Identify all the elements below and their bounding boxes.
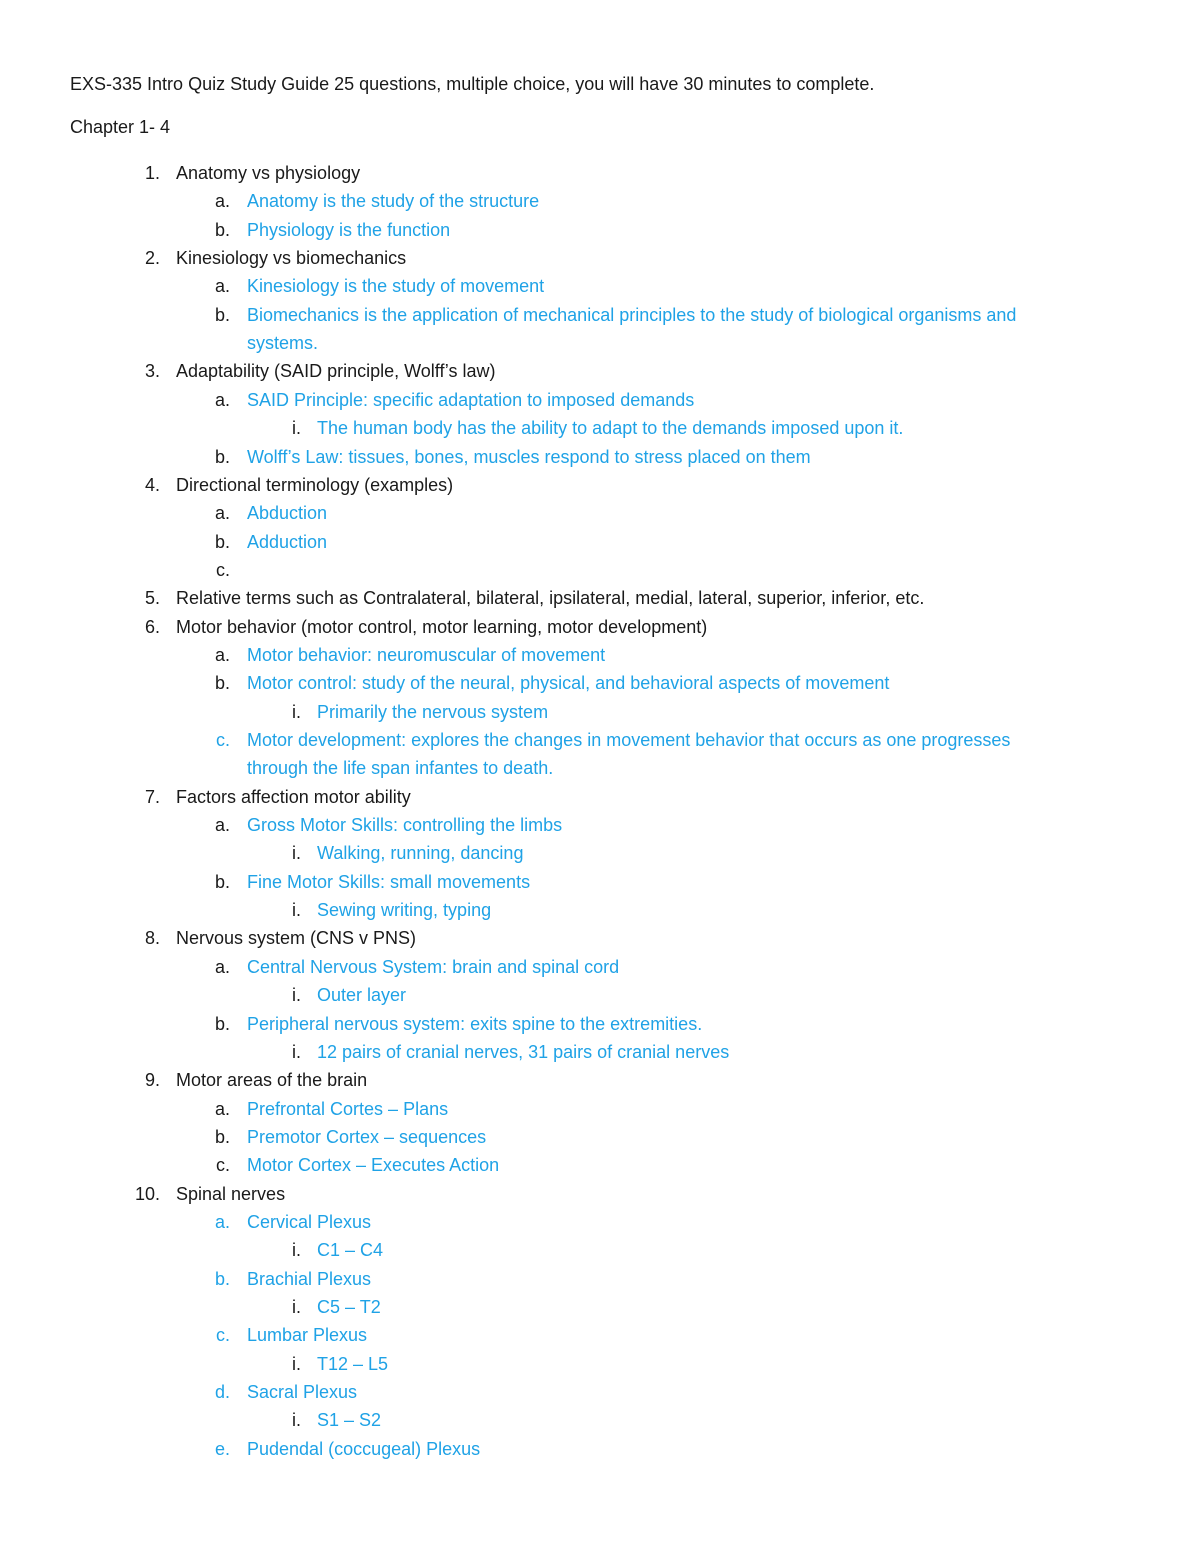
list-marker: 8.: [144, 928, 160, 948]
list-marker: c.: [215, 560, 230, 580]
list-marker: c.: [215, 1325, 230, 1345]
list-text: Lumbar Plexus: [247, 1325, 368, 1345]
list-text: Premotor Cortex – sequences: [247, 1127, 487, 1147]
list-text: Biomechanics is the application of mechanical principles to the study of biological organisms and: [247, 305, 1017, 325]
list-marker: i.: [292, 900, 301, 920]
list-marker: a.: [214, 1212, 230, 1232]
list-marker: a.: [214, 1099, 230, 1119]
list-text: Wolff’s Law: tissues, bones, muscles respond to stress placed on them: [247, 447, 811, 467]
list-marker: a.: [214, 191, 230, 211]
list-marker: 10.: [134, 1184, 160, 1204]
list-marker: i.: [292, 1297, 301, 1317]
list-marker: 1.: [144, 163, 160, 183]
list-marker: 3.: [144, 361, 160, 381]
list-text: Kinesiology vs biomechanics: [176, 248, 407, 268]
list-text: Fine Motor Skills: small movements: [247, 872, 531, 892]
list-marker: i.: [292, 1410, 301, 1430]
list-marker: 7.: [144, 787, 160, 807]
list-text: Nervous system (CNS v PNS): [176, 928, 417, 948]
list-text: Abduction: [247, 503, 328, 523]
list-text: S1 – S2: [317, 1410, 382, 1430]
list-text: Peripheral nervous system: exits spine to the extremities.: [247, 1014, 703, 1034]
list-text: Directional terminology (examples): [176, 475, 454, 495]
list-marker: b.: [214, 220, 230, 240]
list-marker: i.: [292, 843, 301, 863]
list-marker: c.: [215, 730, 230, 750]
list-text: Gross Motor Skills: controlling the limbs: [247, 815, 563, 835]
list-text: Anatomy vs physiology: [176, 163, 361, 183]
list-marker: a.: [214, 815, 230, 835]
list-marker: b.: [214, 1127, 230, 1147]
list-marker: b.: [214, 305, 230, 325]
list-marker: e.: [214, 1439, 230, 1459]
list-text: Kinesiology is the study of movement: [247, 276, 545, 296]
document-title: EXS-335 Intro Quiz Study Guide 25 questions, multiple choice, you will have 30 minutes to complete.: [70, 74, 875, 94]
list-text: Outer layer: [317, 985, 407, 1005]
list-marker: a.: [214, 390, 230, 410]
list-text: Brachial Plexus: [247, 1269, 372, 1289]
list-text: Spinal nerves: [176, 1184, 286, 1204]
list-text: Anatomy is the study of the structure: [247, 191, 540, 211]
list-marker: i.: [292, 985, 301, 1005]
list-text: systems.: [247, 333, 319, 353]
list-text: through the life span infantes to death.: [247, 758, 554, 778]
list-text: Sewing writing, typing: [317, 900, 492, 920]
list-marker: b.: [214, 447, 230, 467]
list-text: C1 – C4: [317, 1240, 384, 1260]
list-marker: i.: [292, 702, 301, 722]
list-marker: 6.: [144, 617, 160, 637]
list-marker: b.: [214, 532, 230, 552]
list-text: Motor control: study of the neural, physical, and behavioral aspects of movement: [247, 673, 890, 693]
list-marker: 4.: [144, 475, 160, 495]
list-text: Motor development: explores the changes in movement behavior that occurs as one progresses: [247, 730, 1011, 750]
list-text: The human body has the ability to adapt to the demands imposed upon it.: [317, 418, 904, 438]
list-text: Adduction: [247, 532, 328, 552]
list-marker: i.: [292, 1042, 301, 1062]
list-text: Walking, running, dancing: [317, 843, 524, 863]
list-text: Factors affection motor ability: [176, 787, 411, 807]
list-text: Physiology is the function: [247, 220, 451, 240]
list-marker: i.: [292, 418, 301, 438]
list-marker: i.: [292, 1354, 301, 1374]
list-text: C5 – T2: [317, 1297, 381, 1317]
list-text: SAID Principle: specific adaptation to imposed demands: [247, 390, 695, 410]
list-marker: a.: [214, 503, 230, 523]
list-marker: c.: [215, 1155, 230, 1175]
list-text: Motor Cortex – Executes Action: [247, 1155, 500, 1175]
list-text: Cervical Plexus: [247, 1212, 372, 1232]
list-marker: d.: [214, 1382, 230, 1402]
list-marker: b.: [214, 1269, 230, 1289]
list-text: T12 – L5: [317, 1354, 389, 1374]
list-text: Adaptability (SAID principle, Wolff’s law): [176, 361, 496, 381]
list-text: Relative terms such as Contralateral, bilateral, ipsilateral, medial, lateral, superior, inferior, etc.: [176, 588, 925, 608]
list-text: Motor areas of the brain: [176, 1070, 368, 1090]
list-marker: a.: [214, 645, 230, 665]
list-marker: b.: [214, 872, 230, 892]
list-marker: 2.: [144, 248, 160, 268]
list-marker: b.: [214, 1014, 230, 1034]
list-text: Pudendal (coccugeal) Plexus: [247, 1439, 481, 1459]
list-text: Motor behavior: neuromuscular of movement: [247, 645, 606, 665]
chapter-heading: Chapter 1- 4: [70, 117, 171, 137]
list-marker: 5.: [144, 588, 160, 608]
list-marker: b.: [214, 673, 230, 693]
list-text: Prefrontal Cortes – Plans: [247, 1099, 449, 1119]
list-marker: 9.: [144, 1070, 160, 1090]
list-marker: i.: [292, 1240, 301, 1260]
list-text: Central Nervous System: brain and spinal cord: [247, 957, 620, 977]
list-marker: a.: [214, 957, 230, 977]
list-text: 12 pairs of cranial nerves, 31 pairs of cranial nerves: [317, 1042, 730, 1062]
list-text: Motor behavior (motor control, motor learning, motor development): [176, 617, 708, 637]
list-marker: a.: [214, 276, 230, 296]
list-text: Sacral Plexus: [247, 1382, 358, 1402]
list-text: Primarily the nervous system: [317, 702, 549, 722]
